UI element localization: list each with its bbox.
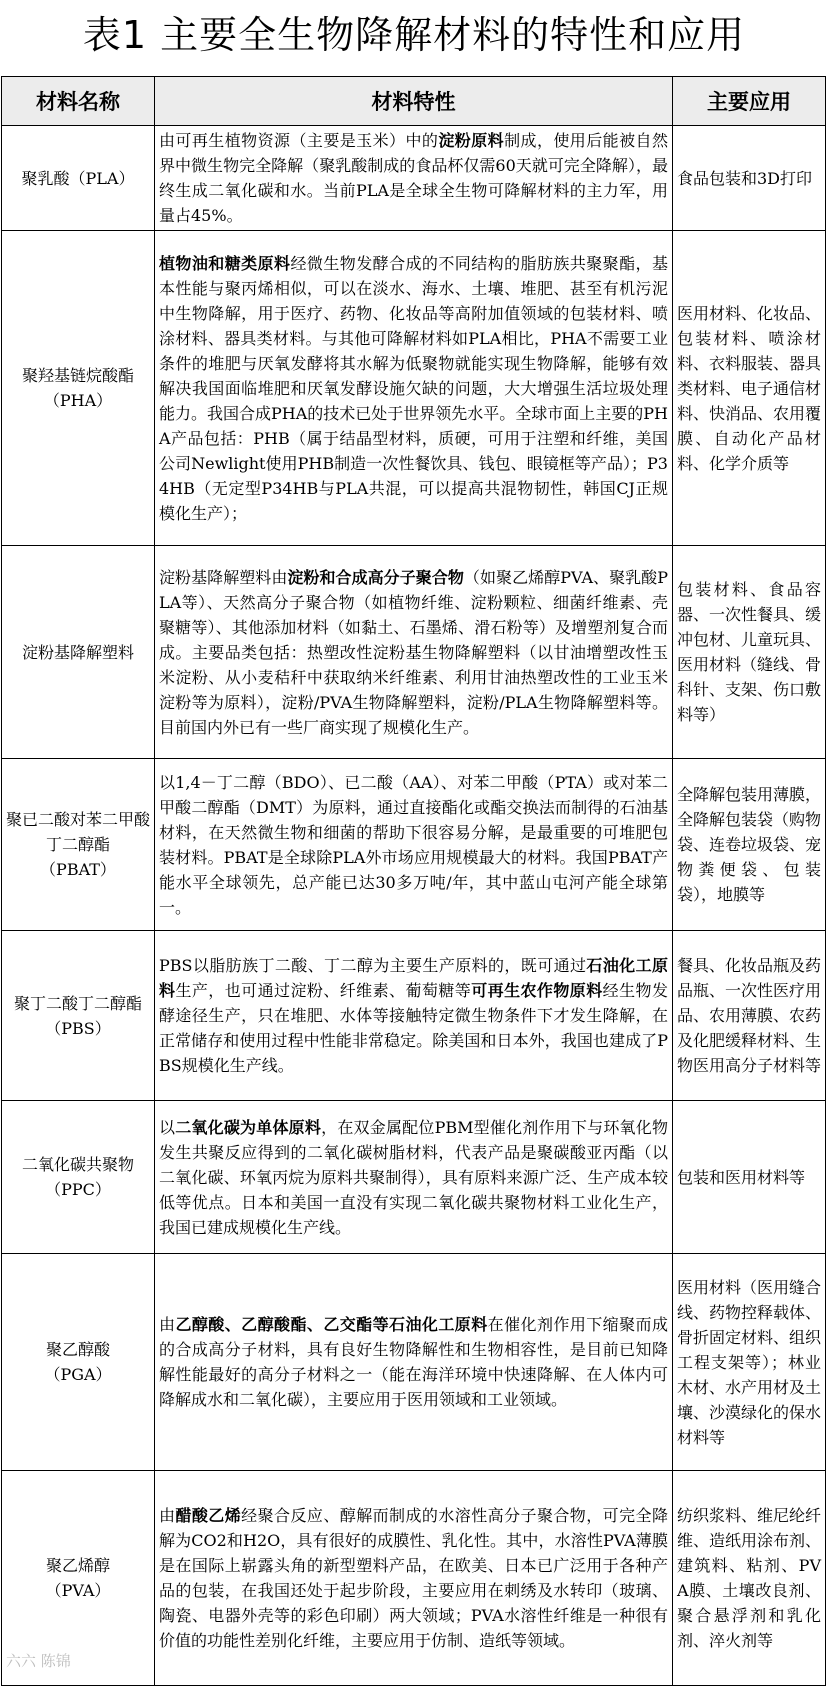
page-title: 表1 主要全生物降解材料的特性和应用: [82, 13, 746, 57]
material-applications-cell: 全降解包装用薄膜，全降解包装袋（购物袋、连卷垃圾袋、宠物粪便袋、包装袋），地膜等: [673, 759, 826, 931]
material-features-cell: [155, 1254, 673, 1471]
features-text: 经聚合反应、醇解而制成的水溶性高分子聚合物，可完全降解为CO2和H2O，具有很好的成膜性、乳化性。其中，水溶性PVA薄膜是在国际上崭露头角的新型塑料产品，在欧美、日本已广泛用于各种产品的包装，在我国还处于起步阶段，主要应用在刺绣及水转印（玻璃、陶瓷、电器外壳等的彩色印刷）两大领域；PVA水溶性纤维是一种很有价值的功能性差别化纤维，主要应用于仿制、造纸等领域。: [159, 1506, 668, 1650]
material-abbreviation: （PBAT）: [40, 860, 116, 879]
features-highlight: 淀粉原料: [438, 131, 505, 150]
watermark: 六六 陈锦: [6, 1652, 71, 1670]
table-row-pbat: [2, 759, 826, 931]
material-name: 聚乳酸（PLA）: [21, 168, 135, 188]
material-name-cell: [2, 231, 155, 546]
material-features-cell: [155, 1101, 673, 1254]
table-row-pla: [2, 126, 826, 231]
material-applications-cell: 纺织浆料、维尼纶纤维、造纸用涂布剂、建筑料、粘剂、PVA膜、土壤改良剂、聚合悬浮剂和乳化剂、淬火剂等: [673, 1471, 826, 1686]
features-text: 淀粉基降解塑料由: [159, 567, 288, 587]
material-abbreviation: （PVA）: [45, 1581, 111, 1600]
material-name: 淀粉基降解塑料: [21, 642, 134, 662]
material-name: 聚乙醇酸: [45, 1340, 110, 1359]
material-name: 聚乙烯醇: [45, 1556, 110, 1575]
material-name-cell: [2, 126, 155, 231]
material-features-cell: [155, 546, 673, 759]
material-name-cell: [2, 546, 155, 759]
features-text: （如聚乙烯醇PVA、聚乳酸PLA等）、天然高分子聚合物（如植物纤维、淀粉颗粒、细菌纤维素、壳聚糖等）、其他添加材料（如黏土、石墨烯、滑石粉等）及增塑剂复合而成。主要品类包括：热塑改性淀粉基生物降解塑料（以甘油增塑改性玉米淀粉、从小麦秸秆中获取纳米纤维素、利用甘油热塑改性的工业玉米淀粉等为原料），淀粉/PVA生物降解塑料，淀粉/PLA生物降解塑料等。目前国内外已有一些厂商实现了规模化生产。: [159, 567, 668, 737]
material-features-cell: [155, 759, 673, 931]
table-row-pva: [2, 1471, 826, 1686]
material-name-cell: [2, 759, 155, 931]
features-text: 由: [159, 1506, 176, 1525]
features-highlight: 植物油和糖类原料: [159, 253, 291, 273]
material-name-cell: [2, 931, 155, 1101]
header-material-features: 材料特性: [155, 77, 673, 126]
table-row-pbs: [2, 931, 826, 1101]
features-highlight: 淀粉和合成高分子聚合物: [287, 567, 464, 587]
features-text: 经生物发酵途径生产，只在堆肥、水体等接触特定微生物条件下才发生降解，在正常储存和使用过程中性能非常稳定。除美国和日本外，我国也建成了PBS规模化生产线。: [159, 981, 668, 1075]
table-header-row: [2, 77, 826, 126]
header-material-name: 材料名称: [2, 77, 155, 126]
features-highlight: 石油化工原料: [159, 956, 668, 1000]
features-highlight: 可再生农作物原料: [471, 981, 603, 1000]
features-text: ，在双金属配位PBM型催化剂作用下与环氧化物发生共聚反应得到的二氧化碳树脂材料，代表产品是聚碳酸亚丙酯（以二氧化碳、环氧丙烷为原料共聚制得），具有原料来源广泛、生产成本较低等优点。日本和美国一直没有实现二氧化碳共聚物材料工业化生产，我国已建成规模化生产线。: [159, 1117, 668, 1237]
features-text: 生产，也可通过淀粉、纤维素、葡萄糖等: [175, 981, 472, 1000]
header-main-applications: 主要应用: [673, 77, 826, 126]
material-applications-cell: 包装材料、食品容器、一次性餐具、缓冲包材、儿童玩具、医用材料（缝线、骨科针、支架、伤口敷料等）: [673, 546, 826, 759]
material-abbreviation: （PPC）: [45, 1180, 111, 1199]
table-row-pga: [2, 1254, 826, 1471]
material-features-cell: [155, 1471, 673, 1686]
table-row-starch-based: [2, 546, 826, 759]
material-features-cell: [155, 931, 673, 1101]
material-name: 聚已二酸对苯二甲酸丁二醇酯: [6, 810, 151, 854]
features-text: 以: [159, 1117, 176, 1137]
features-text: 制成，使用后能被自然界中微生物完全降解（聚乳酸制成的食品杯仅需60天就可完全降解），最终生成二氧化碳和水。当前PLA是全球全生物可降解材料的主力军，用量占45%。: [159, 131, 668, 225]
material-applications-cell: 医用材料（医用缝合线、药物控释载体、骨折固定材料、组织工程支架等）；林业木材、水产用材及土壤、沙漠绿化的保水材料等: [673, 1254, 826, 1471]
material-applications-cell: 包装和医用材料等: [673, 1101, 826, 1254]
features-highlight: 二氧化碳为单体原料: [175, 1117, 322, 1137]
material-applications-cell: 餐具、化妆品瓶及药品瓶、一次性医疗用品、农用薄膜、农药及化肥缓释材料、生物医用高分子材料等: [673, 931, 826, 1101]
features-text: 由可再生植物资源（主要是玉米）中的: [159, 131, 439, 150]
material-abbreviation: （PGA）: [44, 1365, 112, 1384]
features-text: 以1,4－丁二醇（BDO）、已二酸（AA）、对苯二甲酸（PTA）或对苯二甲酸二醇酯（DMT）为原料，通过直接酯化或酯交换法而制得的石油基材料，在天然微生物和细菌的帮助下很容易分解，是最重要的可堆肥包装材料。PBAT是全球除PLA外市场应用规模最大的材料。我国PBAT产能水平全球领先，总产能已达30多万吨/年，其中蓝山屯河产能全球第一。: [159, 772, 668, 917]
features-text: PBS以脂肪族丁二酸、丁二醇为主要生产原料的，既可通过: [159, 956, 587, 975]
materials-table: [1, 76, 826, 1686]
material-name-cell: [2, 1101, 155, 1254]
material-name: 聚丁二酸丁二醇酯（PBS）: [13, 993, 142, 1038]
features-text: 经微生物发酵合成的不同结构的脂肪族共聚聚酯，基本性能与聚丙烯相似，可以在淡水、海水、土壤、堆肥、甚至有机污泥中生物降解，用于医疗、药物、化妆品等高附加值领域的包装材料、喷涂材料、器具类材料。与其他可降解材料如PLA相比，PHA不需要工业条件的堆肥与厌氧发酵将其水解为低聚物就能实现生物降解，能够有效解决我国面临堆肥和厌氧发酵设施欠缺的问题，大大增强生活垃圾处理能力。我国合成PHA的技术已处于世界领先水平。全球市面上主要的PHA产品包括：PHB（属于结晶型材料，质硬，可用于注塑和纤维，美国公司Newlight使用PHB制造一次性餐饮具、钱包、眼镜框等产品）；P34HB（无定型P34HB与PLA共混，可以提高共混物韧性，韩国CJ正规模化生产）；: [159, 253, 668, 523]
material-name-cell: [2, 1254, 155, 1471]
features-highlight: 乙醇酸、乙醇酸酯、乙交酯等石油化工原料: [175, 1315, 488, 1334]
features-text: 由: [159, 1315, 176, 1334]
material-name: 二氧化碳共聚物: [21, 1155, 134, 1174]
features-text: 在催化剂作用下缩聚而成的合成高分子材料，具有良好生物降解性和生物相容性，是目前已知降解性能最好的高分子材料之一（能在海洋环境中快速降解、在人体内可降解成水和二氧化碳），主要应用于医用领域和工业领域。: [159, 1315, 668, 1409]
features-highlight: 醋酸乙烯: [175, 1506, 242, 1525]
table-row-pha: [2, 231, 826, 546]
material-applications-cell: 食品包装和3D打印: [673, 126, 826, 231]
material-features-cell: [155, 231, 673, 546]
material-abbreviation: （PHA）: [43, 391, 113, 410]
table-row-ppc: [2, 1101, 826, 1254]
material-applications-cell: 医用材料、化妆品、包装材料、喷涂材料、衣料服装、器具类材料、电子通信材料、快消品、农用覆膜、自动化产品材料、化学介质等: [673, 231, 826, 546]
material-features-cell: [155, 126, 673, 231]
material-name: 聚羟基链烷酸酯: [21, 366, 134, 385]
